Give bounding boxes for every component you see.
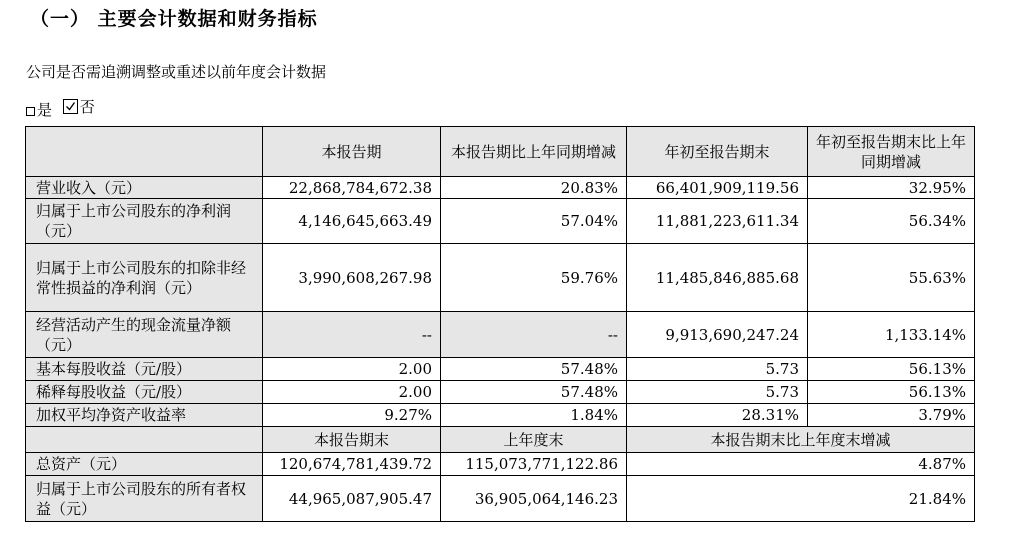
table-row: [26, 404, 975, 427]
table-row: [26, 312, 975, 358]
table-row: [26, 381, 975, 404]
cell-value: 66,401,909,119.56: [627, 177, 808, 199]
cell-value: 9.27%: [263, 404, 441, 427]
column-header: 年初至报告期末: [627, 127, 808, 177]
row-label: 基本每股收益（元/股）: [26, 358, 263, 381]
cell-value: 57.48%: [441, 358, 627, 381]
table-header-row: [26, 427, 975, 453]
cell-value: 4.87%: [627, 453, 975, 476]
cell-value: 20.83%: [441, 177, 627, 199]
cell-value: 22,868,784,672.38: [263, 177, 441, 199]
column-header: 本报告期末比上年度末增减: [627, 427, 975, 453]
column-header: 年初至报告期末比上年同期增减: [808, 127, 975, 177]
cell-value: 115,073,771,122.86: [441, 453, 627, 476]
cell-value: 57.48%: [441, 381, 627, 404]
table-header-row: [26, 127, 975, 177]
financial-data-table: [25, 126, 975, 522]
cell-value: 3.79%: [808, 404, 975, 427]
option-yes: [26, 99, 52, 120]
cell-value: 120,674,781,439.72: [263, 453, 441, 476]
option-no-label: 否: [79, 98, 95, 116]
column-header: 本报告期: [263, 127, 441, 177]
row-label: 总资产（元）: [26, 453, 263, 476]
cell-value: 5.73: [627, 381, 808, 404]
row-label: 归属于上市公司股东的扣除非经常性损益的净利润（元）: [26, 244, 263, 312]
column-header: 本报告期末: [263, 427, 441, 453]
cell-value: --: [441, 312, 627, 358]
column-header: 上年度末: [441, 427, 627, 453]
table-row: [26, 199, 975, 244]
cell-value: 11,485,846,885.68: [627, 244, 808, 312]
cell-value: 1.84%: [441, 404, 627, 427]
table-row: [26, 244, 975, 312]
cell-value: 1,133.14%: [808, 312, 975, 358]
cell-value: 2.00: [263, 381, 441, 404]
table-row: [26, 358, 975, 381]
row-label: 营业收入（元）: [26, 177, 263, 199]
restatement-options: [26, 96, 95, 120]
cell-value: 4,146,645,663.49: [263, 199, 441, 244]
cell-value: 5.73: [627, 358, 808, 381]
checked-box-icon: [63, 99, 78, 114]
cell-value: 2.00: [263, 358, 441, 381]
cell-value: --: [263, 312, 441, 358]
cell-value: 44,965,087,905.47: [263, 476, 441, 522]
cell-value: 56.34%: [808, 199, 975, 244]
column-header: 本报告期比上年同期增减: [441, 127, 627, 177]
cell-value: 36,905,064,146.23: [441, 476, 627, 522]
header-empty-cell: [26, 127, 263, 177]
cell-value: 59.76%: [441, 244, 627, 312]
cell-value: 57.04%: [441, 199, 627, 244]
table-row: [26, 476, 975, 522]
option-yes-label: 是: [37, 101, 53, 119]
header-empty-cell: [26, 427, 263, 453]
cell-value: 28.31%: [627, 404, 808, 427]
row-label: 归属于上市公司股东的所有者权益（元）: [26, 476, 263, 522]
option-no: [57, 96, 95, 117]
cell-value: 9,913,690,247.24: [627, 312, 808, 358]
row-label: 稀释每股收益（元/股）: [26, 381, 263, 404]
row-label: 加权平均净资产收益率: [26, 404, 263, 427]
unchecked-box-icon: [26, 107, 35, 116]
cell-value: 55.63%: [808, 244, 975, 312]
cell-value: 11,881,223,611.34: [627, 199, 808, 244]
cell-value: 32.95%: [808, 177, 975, 199]
cell-value: 56.13%: [808, 358, 975, 381]
cell-value: 21.84%: [627, 476, 975, 522]
row-label: 经营活动产生的现金流量净额（元）: [26, 312, 263, 358]
table-row: [26, 453, 975, 476]
restatement-question: 公司是否需追溯调整或重述以前年度会计数据: [26, 63, 327, 81]
table-row: [26, 177, 975, 199]
cell-value: 3,990,608,267.98: [263, 244, 441, 312]
section-title: （一） 主要会计数据和财务指标: [30, 8, 318, 30]
row-label: 归属于上市公司股东的净利润（元）: [26, 199, 263, 244]
cell-value: 56.13%: [808, 381, 975, 404]
